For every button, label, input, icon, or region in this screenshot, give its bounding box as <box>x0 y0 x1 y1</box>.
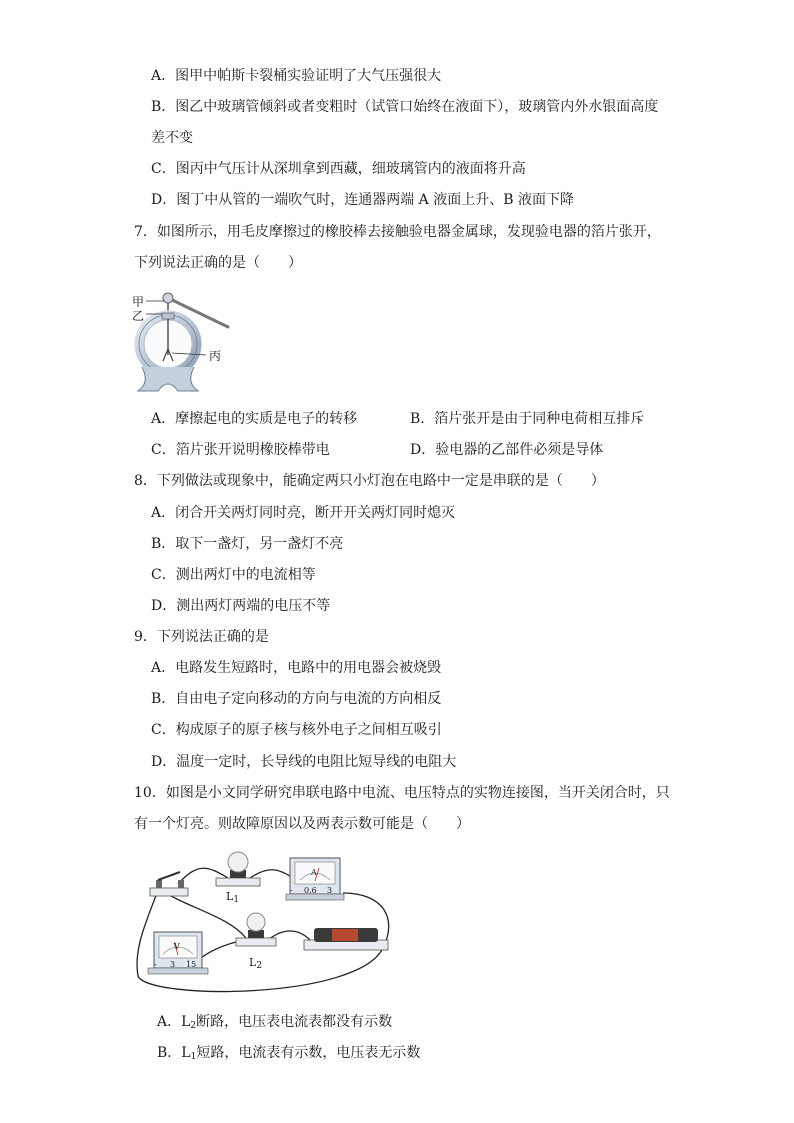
q9-option-b: B．自由电子定向移动的方向与电流的方向相反 <box>151 691 442 707</box>
ammeter-scale-minus: - <box>290 886 293 895</box>
circuit-drawing <box>128 848 398 998</box>
label-yi: 乙 <box>132 309 145 323</box>
q7-option-d: D．验电器的乙部件必须是导体 <box>410 442 604 458</box>
ammeter-scale-3: 3 <box>327 886 333 895</box>
label-jia: 甲 <box>132 295 145 309</box>
q7-option-c: C．箔片张开说明橡胶棒带电 <box>151 442 330 458</box>
q9-stem: 9．下列说法正确的是 <box>134 629 269 645</box>
q10-option-b: B．$L_1$短路，电流表有示数，电压表无示数 <box>157 1045 421 1062</box>
q8-option-d: D．测出两灯两端的电压不等 <box>151 598 331 614</box>
voltmeter-scale-minus: - <box>154 960 157 969</box>
q7-option-b: B．箔片张开是由于同种电荷相互排斥 <box>410 411 645 427</box>
q7-stem-line2: 下列说法正确的是（ ） <box>134 255 302 271</box>
q6-option-a: A．图甲中帕斯卡裂桶实验证明了大气压强很大 <box>151 68 442 84</box>
electroscope-figure <box>128 287 238 397</box>
q6-option-b-line2: 差不变 <box>151 130 193 146</box>
q10-stem-line1: 10．如图是小文同学研究串联电路中电流、电压特点的实物连接图，当开关闭合时，只 <box>134 785 670 801</box>
electroscope-drawing <box>128 287 238 397</box>
voltmeter-scale-3: 3 <box>170 960 176 969</box>
q9-option-d: D．温度一定时，长导线的电阻比短导线的电阻大 <box>151 754 457 770</box>
circuit-figure <box>128 848 398 998</box>
label-l1: $L_1$ <box>226 890 240 905</box>
ammeter-letter: A <box>311 868 317 877</box>
label-bing: 丙 <box>209 349 222 363</box>
label-l2: $L_2$ <box>249 956 263 971</box>
q9-option-c: C．构成原子的原子核与核外电子之间相互吸引 <box>151 722 442 738</box>
q8-option-b: B．取下一盏灯，另一盏灯不亮 <box>151 536 344 552</box>
voltmeter-scale-15: 15 <box>186 960 197 969</box>
q9-option-a: A．电路发生短路时，电路中的用电器会被烧毁 <box>151 660 442 676</box>
ammeter-scale-06: 0.6 <box>304 886 317 895</box>
q10-stem-line2: 有一个灯亮。则故障原因以及两表示数可能是（ ） <box>134 816 470 832</box>
q7-option-a: A．摩擦起电的实质是电子的转移 <box>151 411 358 427</box>
q6-option-b-line1: B．图乙中玻璃管倾斜或者变粗时（试管口始终在液面下），玻璃管内外水银面高度 <box>151 99 659 115</box>
q8-stem: 8．下列做法或现象中，能确定两只小灯泡在电路中一定是串联的是（ ） <box>134 473 605 489</box>
q8-option-a: A．闭合开关两灯同时亮，断开开关两灯同时熄灭 <box>151 505 456 521</box>
voltmeter-letter: V <box>174 942 180 951</box>
q6-option-c: C．图丙中气压计从深圳拿到西藏，细玻璃管内的液面将升高 <box>151 161 526 177</box>
q7-stem-line1: 7．如图所示，用毛皮摩擦过的橡胶棒去接触验电器金属球，发现验电器的箔片张开， <box>134 224 661 240</box>
q10-option-a: A．$L_2$断路，电压表电流表都没有示数 <box>157 1014 393 1031</box>
q6-option-d: D．图丁中从管的一端吹气时，连通器两端 A 液面上升、B 液面下降 <box>151 192 574 208</box>
q8-option-c: C．测出两灯中的电流相等 <box>151 567 316 583</box>
